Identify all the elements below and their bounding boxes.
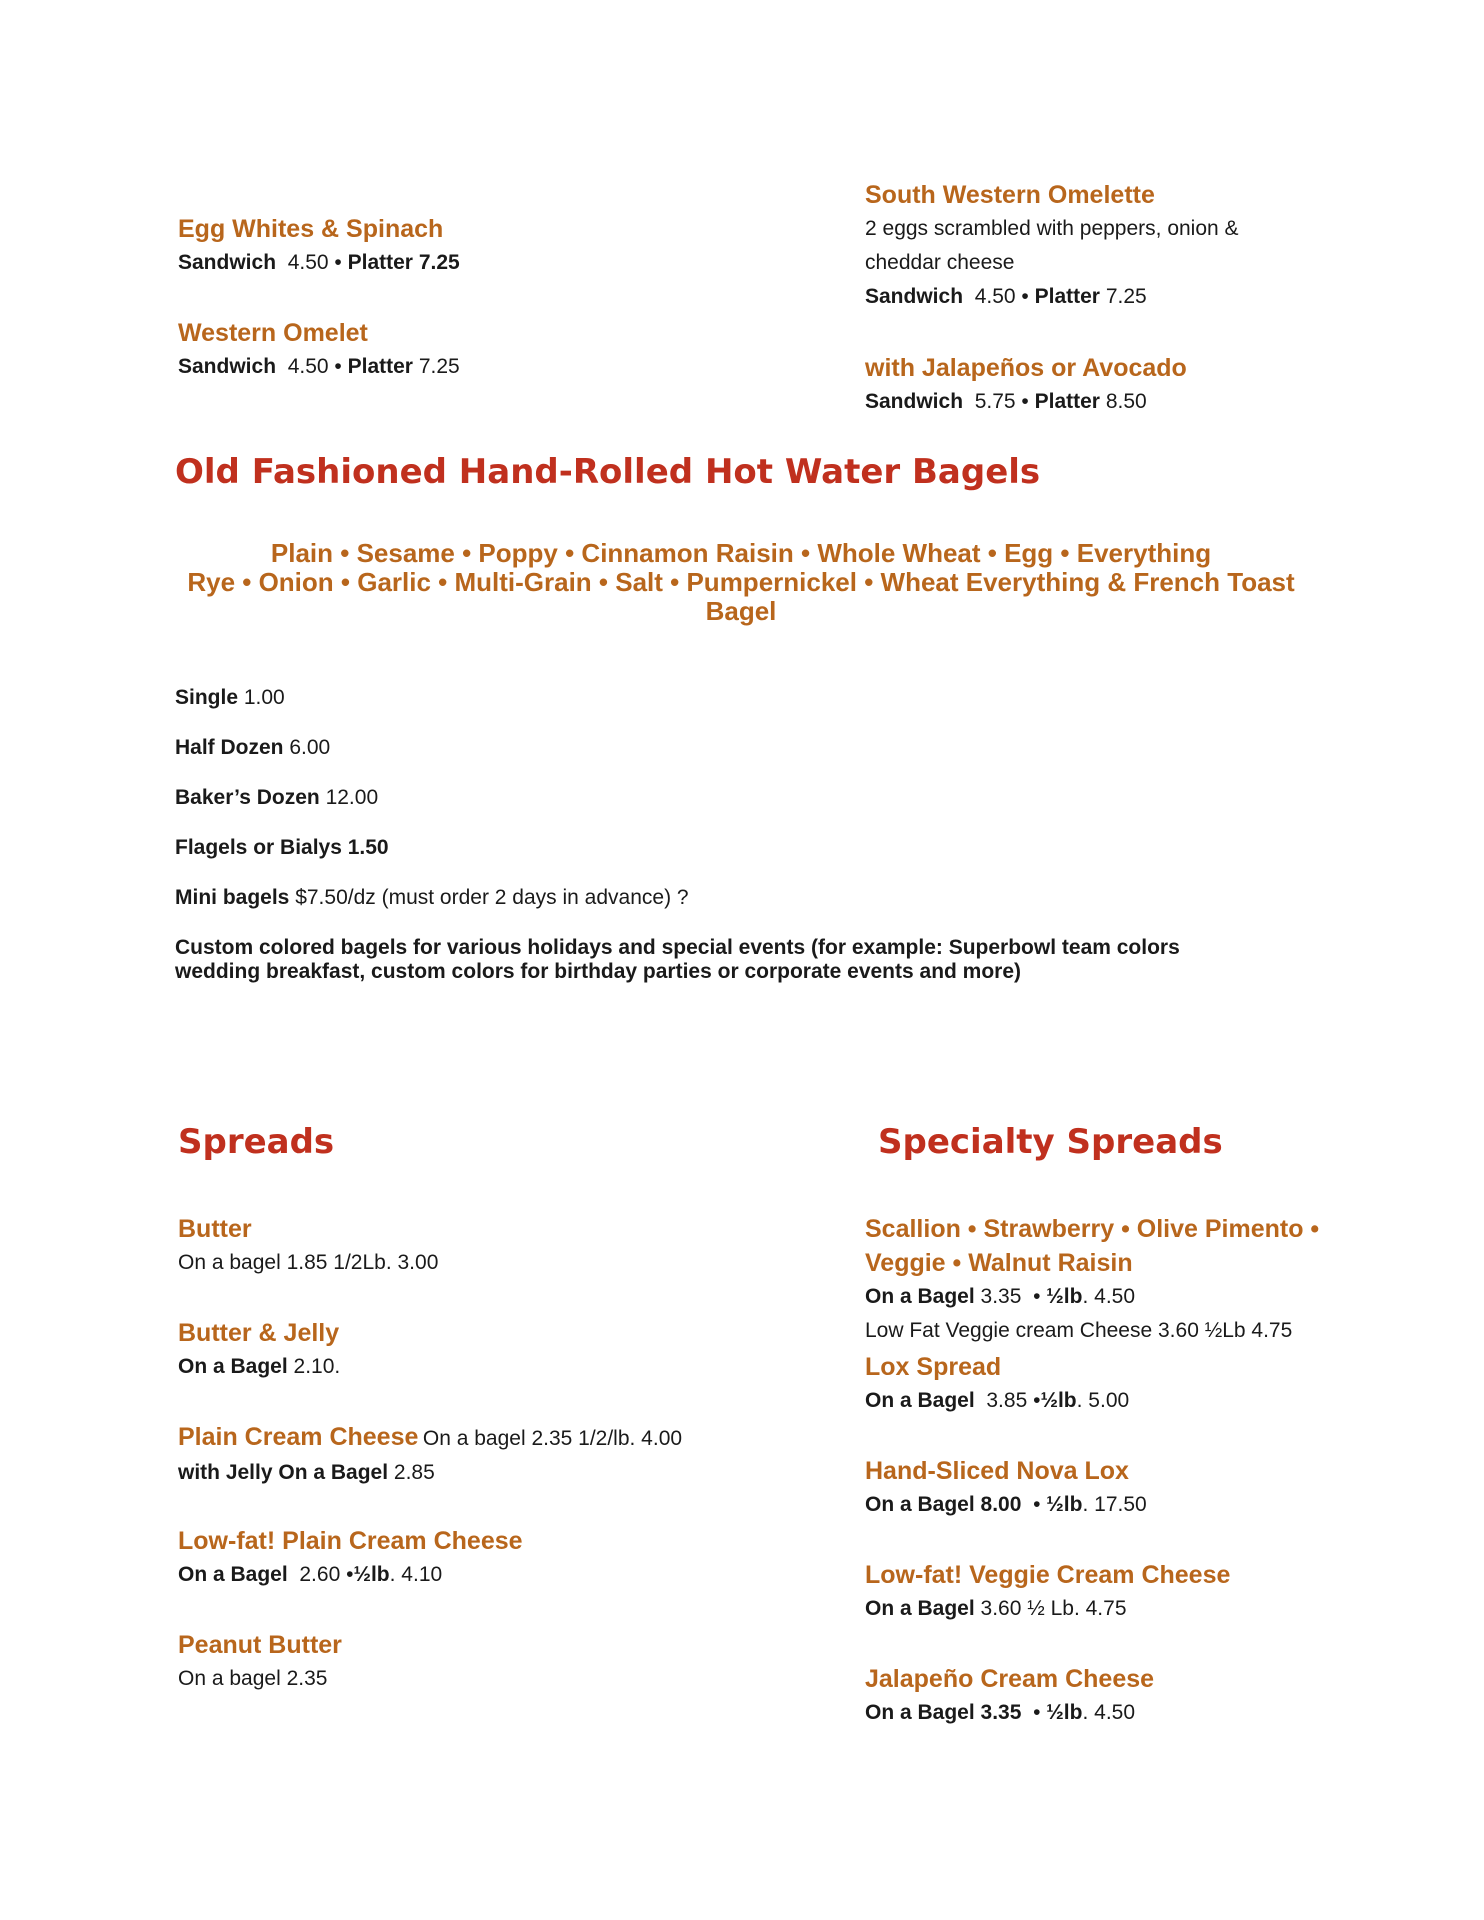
item-price-line: On a Bagel 3.85 •½lb. 5.00 bbox=[865, 1389, 1130, 1412]
bagel-price-row: Baker’s Dozen 12.00 bbox=[175, 786, 379, 809]
item-jalapenos-avocado bbox=[865, 351, 1187, 419]
item-south-western-omelette bbox=[865, 178, 1239, 314]
item-flavored-spreads bbox=[865, 1212, 1319, 1348]
item-name: Low-fat! Veggie Cream Cheese bbox=[865, 1561, 1231, 1589]
item-lowfat-veggie-cream-cheese bbox=[865, 1558, 1230, 1626]
bagel-price-list bbox=[175, 686, 1180, 984]
item-price-line: On a Bagel 8.00 • ½lb. 17.50 bbox=[865, 1493, 1147, 1516]
item-price-line: On a bagel 2.35 bbox=[178, 1667, 328, 1690]
item-name: Lox Spread bbox=[865, 1353, 1002, 1381]
item-price-line: Sandwich 4.50 • Platter 7.25 bbox=[178, 251, 460, 274]
spreads-section-title: Spreads bbox=[178, 1122, 335, 1162]
item-name: Hand-Sliced Nova Lox bbox=[865, 1457, 1129, 1485]
item-name: South Western Omelette bbox=[865, 181, 1155, 209]
bagels-section-title: Old Fashioned Hand-Rolled Hot Water Bagels bbox=[175, 452, 1041, 492]
item-lowfat-plain-cream-cheese bbox=[178, 1524, 523, 1592]
bagel-flavors bbox=[175, 539, 1307, 626]
item-price-line: On a Bagel 2.60 •½lb. 4.10 bbox=[178, 1563, 443, 1586]
item-price-line: On a Bagel 3.35 • ½lb. 4.50 bbox=[865, 1701, 1136, 1724]
item-price-line: Sandwich 4.50 • Platter 7.25 bbox=[865, 285, 1147, 308]
item-name: Low-fat! Plain Cream Cheese bbox=[178, 1527, 523, 1555]
item-lox-spread bbox=[865, 1350, 1129, 1418]
item-butter-jelly bbox=[178, 1316, 340, 1384]
item-name: Veggie • Walnut Raisin bbox=[865, 1249, 1133, 1277]
item-name: Butter & Jelly bbox=[178, 1319, 340, 1347]
bagel-price-row: Half Dozen 6.00 bbox=[175, 736, 331, 759]
item-name: with Jalapeños or Avocado bbox=[865, 354, 1187, 382]
item-description: cheddar cheese bbox=[865, 251, 1015, 274]
item-name: Scallion • Strawberry • Olive Pimento • bbox=[865, 1215, 1320, 1243]
bagel-price-row: Single 1.00 bbox=[175, 686, 285, 709]
item-price-line: with Jelly On a Bagel 2.85 bbox=[178, 1461, 435, 1484]
item-western-omelet bbox=[178, 316, 460, 384]
item-description: 2 eggs scrambled with peppers, onion & bbox=[865, 217, 1239, 240]
item-price-line: On a Bagel 3.35 • ½lb. 4.50 bbox=[865, 1285, 1136, 1308]
item-peanut-butter bbox=[178, 1628, 342, 1696]
item-plain-cream-cheese bbox=[178, 1420, 682, 1490]
item-price-line: Sandwich 4.50 • Platter 7.25 bbox=[178, 355, 460, 378]
item-egg-whites-spinach bbox=[178, 212, 460, 280]
item-name: Peanut Butter bbox=[178, 1631, 342, 1659]
bagel-flavors-line: Plain • Sesame • Poppy • Cinnamon Raisin • Whole Wheat • Egg • Everything bbox=[270, 538, 1212, 568]
item-price-line: On a Bagel 3.60 ½ Lb. 4.75 bbox=[865, 1597, 1127, 1620]
bagel-flavors-line: Rye • Onion • Garlic • Multi-Grain • Salt • Pumpernickel • Wheat Everything & French Toast bbox=[187, 567, 1295, 597]
item-price-inline: On a bagel 2.35 1/2/lb. 4.00 bbox=[422, 1427, 683, 1450]
item-name: Butter bbox=[178, 1215, 252, 1243]
item-price-line: On a bagel 1.85 1/2Lb. 3.00 bbox=[178, 1251, 439, 1274]
item-jalapeno-cream-cheese bbox=[865, 1662, 1154, 1730]
item-butter bbox=[178, 1212, 438, 1280]
custom-bagels-note: Custom colored bagels for various holidays and special events (for example: Superbowl team colors wedding breakfast, custom colors for birthday parties or corporate events and more) bbox=[175, 936, 1180, 983]
specialty-spreads-section-title: Specialty Spreads bbox=[878, 1122, 1223, 1162]
bagel-flavors-line: Bagel bbox=[705, 596, 777, 626]
item-name: Western Omelet bbox=[178, 319, 368, 347]
item-price-line: On a Bagel 2.10. bbox=[178, 1355, 341, 1378]
item-name: Egg Whites & Spinach bbox=[178, 215, 444, 243]
item-note: Low Fat Veggie cream Cheese 3.60 ½Lb 4.75 bbox=[865, 1319, 1293, 1342]
item-nova-lox bbox=[865, 1454, 1147, 1522]
mini-bagels-row: Mini bagels $7.50/dz (must order 2 days in advance) ? bbox=[175, 886, 689, 909]
item-price-line: Sandwich 5.75 • Platter 8.50 bbox=[865, 390, 1147, 413]
item-name: Plain Cream Cheese bbox=[178, 1423, 419, 1451]
item-name: Jalapeño Cream Cheese bbox=[865, 1665, 1155, 1693]
flagels-price-row: Flagels or Bialys 1.50 bbox=[175, 836, 389, 859]
